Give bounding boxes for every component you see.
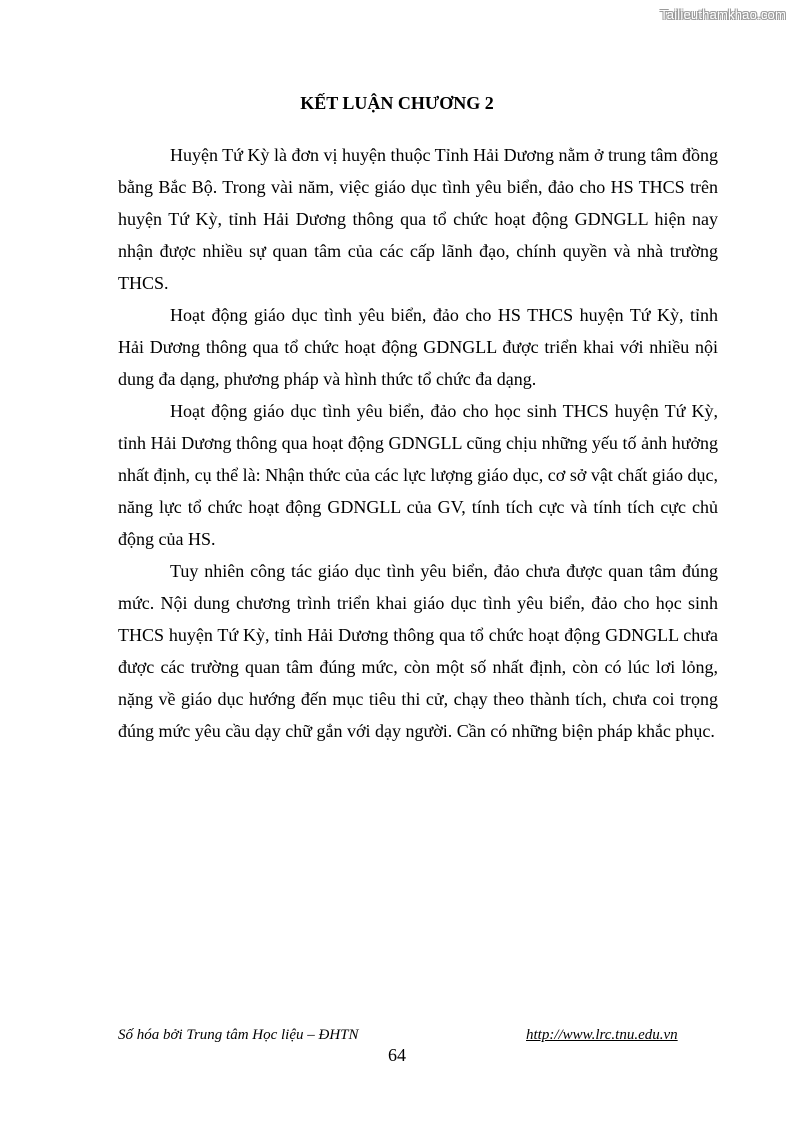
- paragraph-3: Hoạt động giáo dục tình yêu biển, đảo cho học sinh THCS huyện Tứ Kỳ, tỉnh Hải Dương thông qua hoạt động GDNGLL cũng chịu những yếu tố ảnh hưởng nhất định, cụ thể là: Nhận thức của các lực lượng giáo dục, cơ sở vật chất giáo dục, năng lực tổ chức hoạt động GDNGLL của GV, tính tích cực và tính tích cực chủ động của HS.: [118, 401, 718, 549]
- document-body: [118, 139, 718, 747]
- paragraph-2: Hoạt động giáo dục tình yêu biển, đảo cho HS THCS huyện Tứ Kỳ, tỉnh Hải Dương thông qua tổ chức hoạt động GDNGLL được triển khai với nhiều nội dung đa dạng, phương pháp và hình thức tổ chức đa dạng.: [118, 305, 718, 389]
- footer-url-link[interactable]: http://www.lrc.tnu.edu.vn: [526, 1027, 678, 1043]
- paragraph-4: Tuy nhiên công tác giáo dục tình yêu biển, đảo chưa được quan tâm đúng mức. Nội dung chương trình triển khai giáo dục tình yêu biển, đảo cho học sinh THCS huyện Tứ Kỳ, tỉnh Hải Dương thông qua tổ chức hoạt động GDNGLL chưa được các trường quan tâm đúng mức, còn một số nhất định, còn có lúc lơi lỏng, nặng về giáo dục hướng đến mục tiêu thi cử, chạy theo thành tích, chưa coi trọng đúng mức yêu cầu dạy chữ gắn với dạy người. Cần có những biện pháp khắc phục.: [118, 561, 718, 741]
- chapter-title: KẾT LUẬN CHƯƠNG 2: [300, 93, 494, 113]
- watermark-text: Tailieuthamkhao.com: [660, 7, 786, 22]
- paragraph-1: Huyện Tứ Kỳ là đơn vị huyện thuộc Tỉnh Hải Dương nằm ở trung tâm đồng bằng Bắc Bộ. Trong vài năm, việc giáo dục tình yêu biển, đảo cho HS THCS trên huyện Tứ Kỳ, tỉnh Hải Dương thông qua tổ chức hoạt động GDNGLL hiện nay nhận được nhiều sự quan tâm của các cấp lãnh đạo, chính quyền và nhà trường THCS.: [118, 145, 718, 293]
- page-number: 64: [388, 1045, 406, 1065]
- footer-digitized-by: Số hóa bởi Trung tâm Học liệu – ĐHTN: [118, 1027, 359, 1043]
